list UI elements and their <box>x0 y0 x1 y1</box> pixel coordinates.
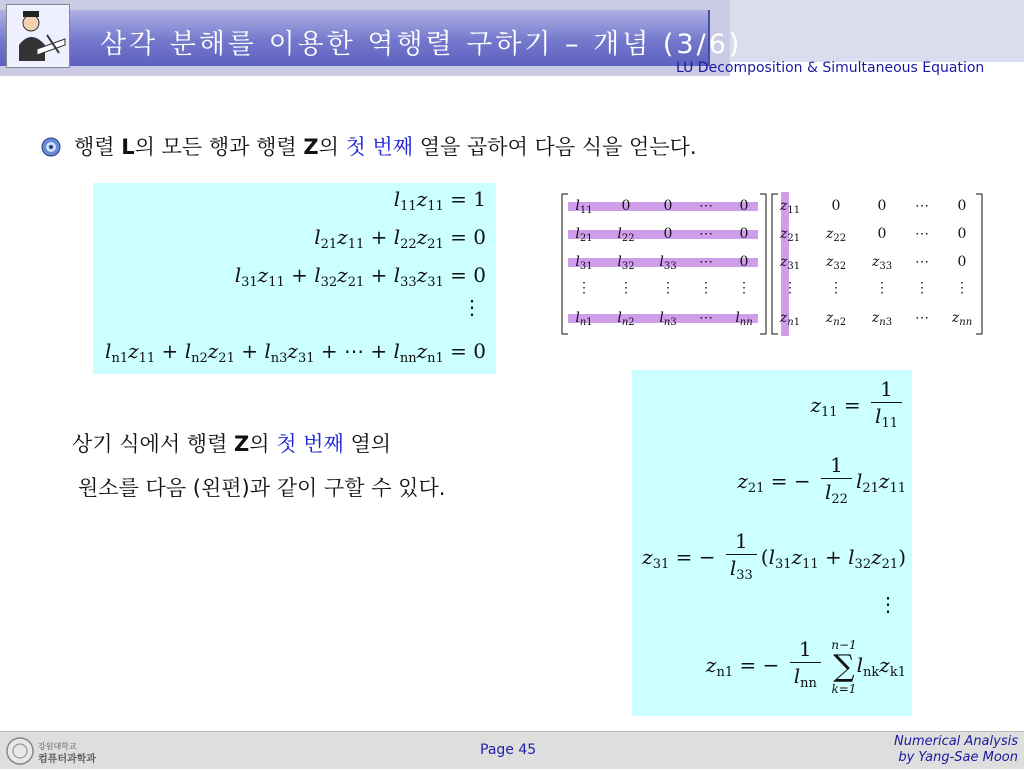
matrix-cell: ⋯ <box>699 226 713 242</box>
matrix-cell: $l_{n1}$ <box>575 310 593 328</box>
equation-rhs: = 1 <box>450 187 486 211</box>
matrix-cell: $l_{31}$ <box>575 254 593 272</box>
product-equations-box <box>93 183 496 374</box>
matrix-cell: 0 <box>739 226 749 242</box>
matrix-cell: ⋮ <box>915 280 929 296</box>
slide-footer <box>0 731 1024 769</box>
bullet-text-part: 의 <box>318 135 346 159</box>
matrix-cell: $l_{n3}$ <box>659 310 677 328</box>
matrix-product-diagram <box>560 190 990 340</box>
matrix-cell: $z_{nn}$ <box>951 310 973 328</box>
sum-upper-limit: n−1 <box>831 637 857 652</box>
matrix-cell: $l_{n2}$ <box>617 310 635 328</box>
equation-rhs: = 0 <box>450 263 486 287</box>
matrix-cell: ⋯ <box>915 254 929 270</box>
matrix-cell: $l_{32}$ <box>617 254 635 272</box>
slide-header <box>0 0 1024 86</box>
matrix-cell: 0 <box>739 198 749 214</box>
equation-vdots: ⋮ <box>462 295 482 319</box>
explanation-line-2: 원소를 다음 (왼편)과 같이 구할 수 있다. <box>78 476 446 500</box>
matrix-cell: $z_{n3}$ <box>871 310 893 328</box>
matrix-cell: $z_{11}$ <box>779 198 801 216</box>
matrix-cell: $z_{21}$ <box>779 226 801 244</box>
matrix-cell: $l_{11}$ <box>575 198 593 216</box>
fraction-numerator: 1 <box>871 376 902 403</box>
matrix-cell: $z_{22}$ <box>825 226 847 244</box>
matrix-cell: 0 <box>957 254 967 270</box>
matrix-Z-label: Z <box>234 432 250 456</box>
logo-text: 강원대학교 <box>38 742 77 751</box>
matrix-cell: $z_{33}$ <box>871 254 893 272</box>
matrix-cell: ⋯ <box>915 226 929 242</box>
matrix-cell: 0 <box>957 226 967 242</box>
course-name: Numerical Analysis <box>893 734 1018 749</box>
author-name: by Yang-Sae Moon <box>898 750 1018 765</box>
text-part: 상기 식에서 행렬 <box>72 432 235 456</box>
fraction-numerator: 1 <box>726 528 757 555</box>
explanation-line-1 <box>72 428 391 458</box>
matrix-cell: ⋯ <box>915 198 929 214</box>
matrix-L-label: L <box>121 135 135 159</box>
summation: n−1 ∑ k=1 <box>831 637 857 696</box>
matrix-cell: ⋮ <box>619 280 633 296</box>
matrix-cell: $l_{33}$ <box>659 254 677 272</box>
matrix-cell: 0 <box>663 198 673 214</box>
solution-vdots: ⋮ <box>878 592 898 616</box>
matrix-cell: ⋮ <box>577 280 591 296</box>
solution-zn1: $z_{n1}$ = − $\frac{1}{l_{nn}}$ n−1 ∑ k=1 $l_{nk}z_{k1}$ <box>705 637 906 696</box>
matrix-cell: $l_{22}$ <box>617 226 635 244</box>
page-number: Page 45 <box>480 742 537 758</box>
page-title: 삼각 분해를 이용한 역행렬 구하기 – 개념 (3/6) <box>100 29 743 60</box>
matrix-cell: 0 <box>957 198 967 214</box>
matrix-cell: $z_{32}$ <box>825 254 847 272</box>
highlight-first-column: 첫 번째 <box>276 432 344 456</box>
footer-credit <box>894 734 1018 766</box>
matrix-cell: 0 <box>621 198 631 214</box>
logo-text: 컴퓨터과학과 <box>38 754 96 765</box>
highlight-first-column: 첫 번째 <box>345 135 414 159</box>
matrix-cell: ⋮ <box>829 280 843 296</box>
bullet-text-part: 의 모든 행과 행렬 <box>134 135 304 159</box>
equation-row-n: $l_{n1}z_{11} + l_{n2}z_{21} + l_{n3}z_{31}$ + ⋯ + $l_{nn}z_{n1} = 0$ <box>105 339 486 366</box>
matrix-cell: ⋯ <box>699 310 713 326</box>
solution-z11: $z_{11}$ = $\frac{1}{l_{11}}$ <box>810 376 906 437</box>
matrix-cell: $z_{31}$ <box>779 254 801 272</box>
bullet-text-part: 행렬 <box>74 135 122 159</box>
fraction-numerator: 1 <box>790 636 821 663</box>
matrix-Z-label: Z <box>303 135 319 159</box>
matrix-cell: $l_{nn}$ <box>735 310 753 328</box>
matrix-cell: ⋮ <box>737 280 751 296</box>
bullet-text-part: 열을 곱하여 다음 식을 얻는다. <box>413 135 697 159</box>
text-part: 열의 <box>343 432 392 456</box>
matrix-cell: 0 <box>739 254 749 270</box>
matrix-cell: 0 <box>831 198 841 214</box>
solution-z21: $z_{21}$ = − $\frac{1}{l_{22}}$ $l_{21}z_{11}$ <box>737 453 906 507</box>
bullet-text <box>74 131 697 161</box>
matrix-cell: 0 <box>877 226 887 242</box>
equation-row-1: $l_{11}z_{11} = 1$ <box>393 187 486 214</box>
matrix-cell: ⋮ <box>661 280 675 296</box>
university-logo <box>4 735 104 767</box>
matrix-cell: $l_{21}$ <box>575 226 593 244</box>
fraction-numerator: 1 <box>821 452 852 479</box>
sum-lower-limit: k=1 <box>831 681 857 696</box>
matrix-cell: ⋮ <box>699 280 713 296</box>
solution-equations-box <box>632 370 912 716</box>
matrix-cell: ⋮ <box>955 280 969 296</box>
matrix-cell: ⋯ <box>915 310 929 326</box>
equation-rhs: = 0 <box>450 225 486 249</box>
matrix-cell: ⋯ <box>699 198 713 214</box>
page-subtitle: LU Decomposition & Simultaneous Equation <box>676 60 985 76</box>
equation-rhs: = 0 <box>450 339 486 363</box>
lecturer-illustration-icon <box>6 4 70 68</box>
header-band-right <box>730 0 1024 62</box>
matrix-cell: ⋮ <box>875 280 889 296</box>
equation-row-2: $l_{21}z_{11} + l_{22}z_{21} = 0$ <box>314 225 486 252</box>
matrix-cell: 0 <box>663 226 673 242</box>
text-part: 의 <box>249 432 277 456</box>
matrix-cell: ⋯ <box>699 254 713 270</box>
matrix-cell: $z_{n1}$ <box>779 310 801 328</box>
matrix-cell: 0 <box>877 198 887 214</box>
matrix-cell: $z_{n2}$ <box>825 310 847 328</box>
solution-z31: $z_{31}$ = − $\frac{1}{l_{33}}$ $(l_{31}z_{11} + l_{32}z_{21})$ <box>642 529 906 583</box>
equation-row-3: $l_{31}z_{11} + l_{32}z_{21} + l_{33}z_{31} = 0$ <box>234 263 486 290</box>
bullet-icon <box>40 136 62 162</box>
matrix-cell: ⋮ <box>783 280 797 296</box>
